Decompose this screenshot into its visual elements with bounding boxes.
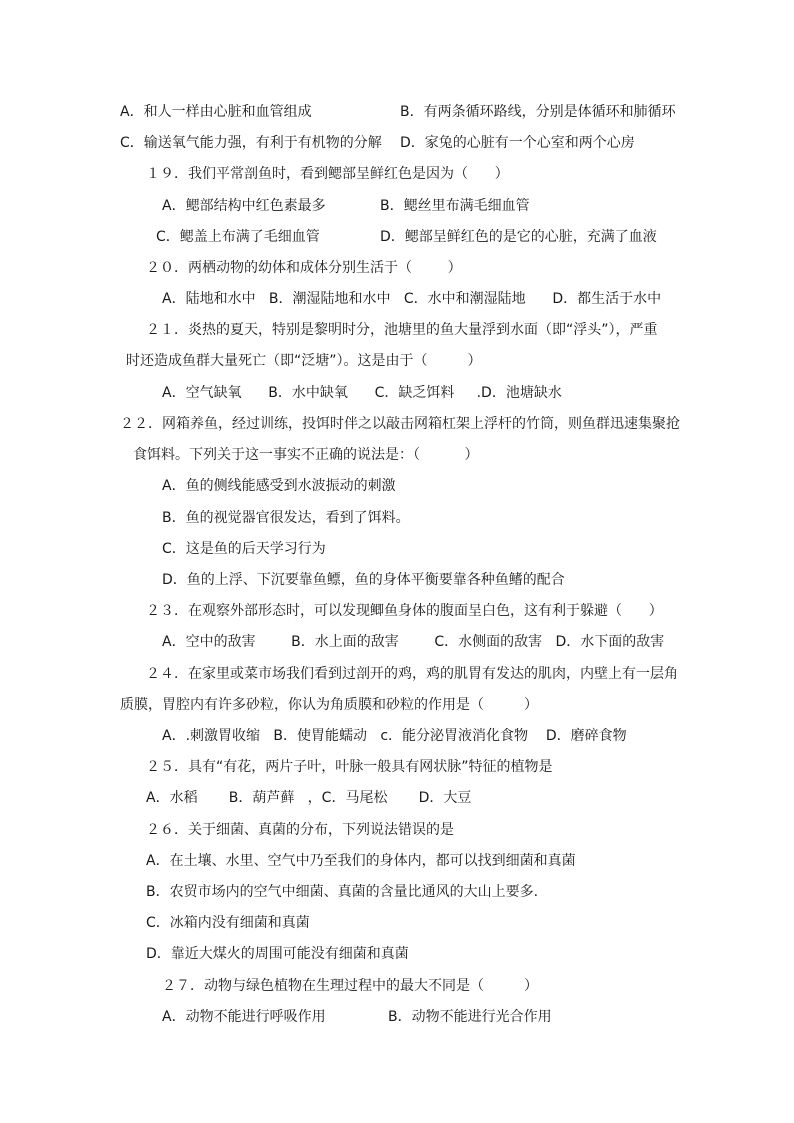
q26-stem: ２６．关于细菌、真菌的分布，下列说法错误的是 — [146, 822, 454, 838]
q23-stem: ２３．在观察外部形态时，可以发现鲫鱼身体的腹面呈白色，这有利于躲避（ ） — [146, 603, 663, 619]
q20-stem: ２０．两栖动物的幼体和成体分别生活于（ ） — [146, 260, 462, 276]
q19-option-a: A．鳃部结构中红色素最多 — [162, 198, 326, 214]
q19-option-d: D．鳃部呈鲜红色的是它的心脏，充满了血液 — [380, 229, 657, 245]
q22-stem-line1: ２２．网箱养鱼，经过训练，投饵时伴之以敲击网箱杠架上浮杆的竹筒，则鱼群迅速集聚抢 — [120, 416, 680, 432]
q20-options: A．陆地和水中 B．潮湿陆地和水中 C．水中和潮湿陆地 D．都生活于水中 — [162, 291, 662, 307]
q26-option-d: D．靠近大煤火的周围可能没有细菌和真菌 — [146, 946, 409, 962]
q26-option-c: C．冰箱内没有细菌和真菌 — [146, 915, 310, 931]
q22-option-b: B．鱼的视觉器官很发达，看到了饵料。 — [162, 510, 410, 526]
q27-stem: ２７．动物与绿色植物在生理过程中的最大不同是（ ） — [162, 978, 539, 994]
q27-option-b: B．动物不能进行光合作用 — [388, 1009, 552, 1025]
q23-options: A．空中的敌害 B．水上面的敌害 C．水侧面的敌害 D．水下面的敌害 — [162, 634, 665, 650]
q27-option-a: A．动物不能进行呼吸作用 — [162, 1009, 326, 1025]
q18-option-b: B．有两条循环路线，分别是体循环和肺循环 — [400, 104, 676, 120]
q24-stem-line1: ２４．在家里或菜市场我们看到过剖开的鸡，鸡的肌胃有发达的肌肉，内壁上有一层角 — [146, 666, 678, 682]
q22-stem-line2: 食饵料。下列关于这一事实不正确的说法是：（ ） — [133, 447, 479, 463]
q22-option-c: C．这是鱼的后天学习行为 — [162, 541, 326, 557]
q21-stem-line2: 时还造成鱼群大量死亡（即“泛塘”）。这是由于（ ） — [126, 353, 482, 369]
q18-option-a: A．和人一样由心脏和血管组成 — [120, 104, 312, 120]
q25-stem: ２５．具有“有花，两片子叶，叶脉一般具有网状脉”特征的植物是 — [146, 759, 553, 775]
q21-options: A．空气缺氧 B．水中缺氧 C．缺乏饵料 .D．池塘缺水 — [162, 385, 562, 401]
q18-option-c: C．输送氧气能力强，有利于有机物的分解 — [120, 135, 382, 151]
q19-stem: １９．我们平常剖鱼时，看到鳃部呈鲜红色是因为（ ） — [146, 166, 509, 182]
q21-stem-line1: ２１．炎热的夏天，特别是黎明时分，池塘里的鱼大量浮到水面（即“浮头”），严重 — [146, 322, 658, 338]
q24-options: A．.刺激胃收缩 B．使胃能蠕动 c．能分泌胃液消化食物 D．磨碎食物 — [162, 728, 627, 744]
q22-option-a: A．鱼的侧线能感受到水波振动的刺激 — [162, 478, 396, 494]
q18-option-d: D．家兔的心脏有一个心室和两个心房 — [400, 135, 635, 151]
q26-option-a: A．在土壤、水里、空气中乃至我们的身体内，都可以找到细菌和真菌 — [146, 853, 576, 869]
q25-options: A．水稻 B．葫芦藓 ，C．马尾松 D．大豆 — [146, 790, 472, 806]
q26-option-b: B．农贸市场内的空气中细菌、真菌的含量比通风的大山上要多. — [146, 884, 539, 900]
q19-option-c: C．鳃盖上布满了毛细血管 — [156, 229, 320, 245]
q22-option-d: D．鱼的上浮、下沉要靠鱼鳔，鱼的身体平衡要靠各种鱼鳍的配合 — [162, 572, 565, 588]
q19-option-b: B．鳃丝里布满毛细血管 — [380, 198, 530, 214]
q24-stem-line2: 质膜，胃腔内有许多砂粒，你认为角质膜和砂粒的作用是（ ） — [120, 697, 539, 713]
